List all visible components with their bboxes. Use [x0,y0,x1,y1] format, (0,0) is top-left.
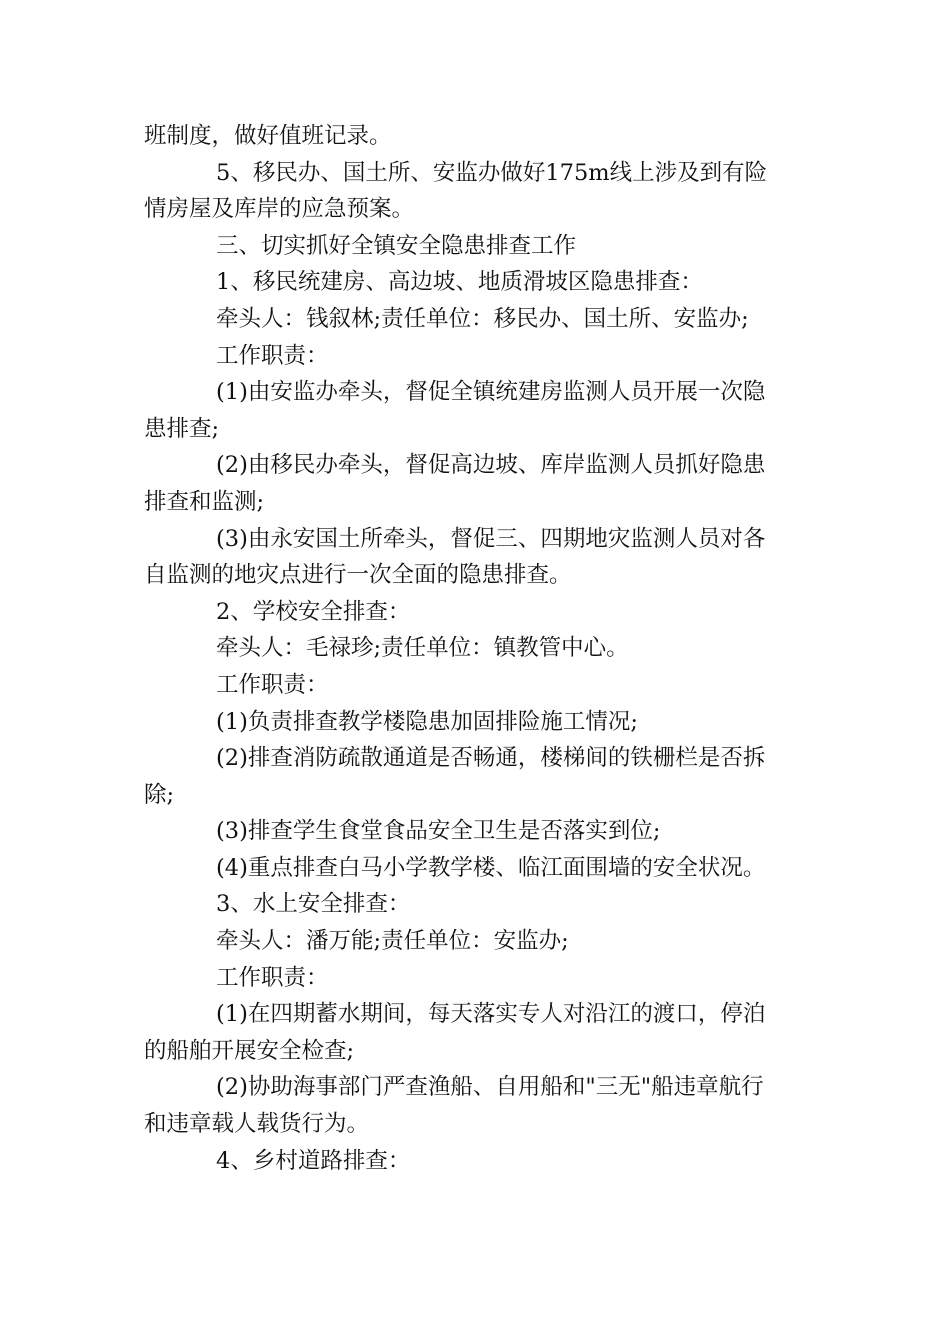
text-line: (3)由永安国土所牵头，督促三、四期地灾监测人员对各 [216,525,766,552]
text-line: (2)由移民办牵头，督促高边坡、库岸监测人员抓好隐患 [216,452,766,479]
text-line: 牵头人：毛禄珍;责任单位：镇教管中心。 [216,635,629,662]
text-line: 三、切实抓好全镇安全隐患排查工作 [216,232,577,259]
text-line: 牵头人：钱叙林;责任单位：移民办、国土所、安监办; [216,305,749,332]
text-line: (1)在四期蓄水期间，每天落实专人对沿江的渡口，停泊 [216,1001,766,1028]
text-line: 患排查; [144,415,220,442]
text-line: 工作职责： [216,342,329,369]
text-line: 4、乡村道路排查： [216,1147,411,1174]
text-line: 除; [144,781,175,808]
text-line: (4)重点排查白马小学教学楼、临江面围墙的安全状况。 [216,854,766,881]
text-line: (3)排查学生食堂食品安全卫生是否落实到位; [216,818,661,845]
text-line: 和违章载人载货行为。 [144,1111,370,1138]
text-line: 的船舶开展安全检查; [144,1037,355,1064]
document-body [144,118,809,1179]
text-line: (1)由安监办牵头，督促全镇统建房监测人员开展一次隐 [216,379,766,406]
text-line: 2、学校安全排查： [216,598,411,625]
text-line: (1)负责排查教学楼隐患加固排险施工情况; [216,708,638,735]
text-line: 工作职责： [216,964,329,991]
text-line: 3、水上安全排查： [216,891,411,918]
text-line: 班制度，做好值班记录。 [144,123,392,149]
text-line: 自监测的地灾点进行一次全面的隐患排查。 [144,562,572,589]
text-line: 排查和监测; [144,488,265,515]
text-line: 5、移民办、国土所、安监办做好175m线上涉及到有险 [216,159,768,186]
text-line: (2)协助海事部门严查渔船、自用船和"三无"船违章航行 [216,1074,764,1101]
text-line: (2)排查消防疏散通道是否畅通，楼梯间的铁栅栏是否拆 [216,745,766,772]
text-line: 牵头人：潘万能;责任单位：安监办; [216,928,569,955]
text-line: 工作职责： [216,671,329,698]
text-line: 情房屋及库岸的应急预案。 [144,196,415,223]
text-line: 1、移民统建房、高边坡、地质滑坡区隐患排查： [216,269,703,296]
